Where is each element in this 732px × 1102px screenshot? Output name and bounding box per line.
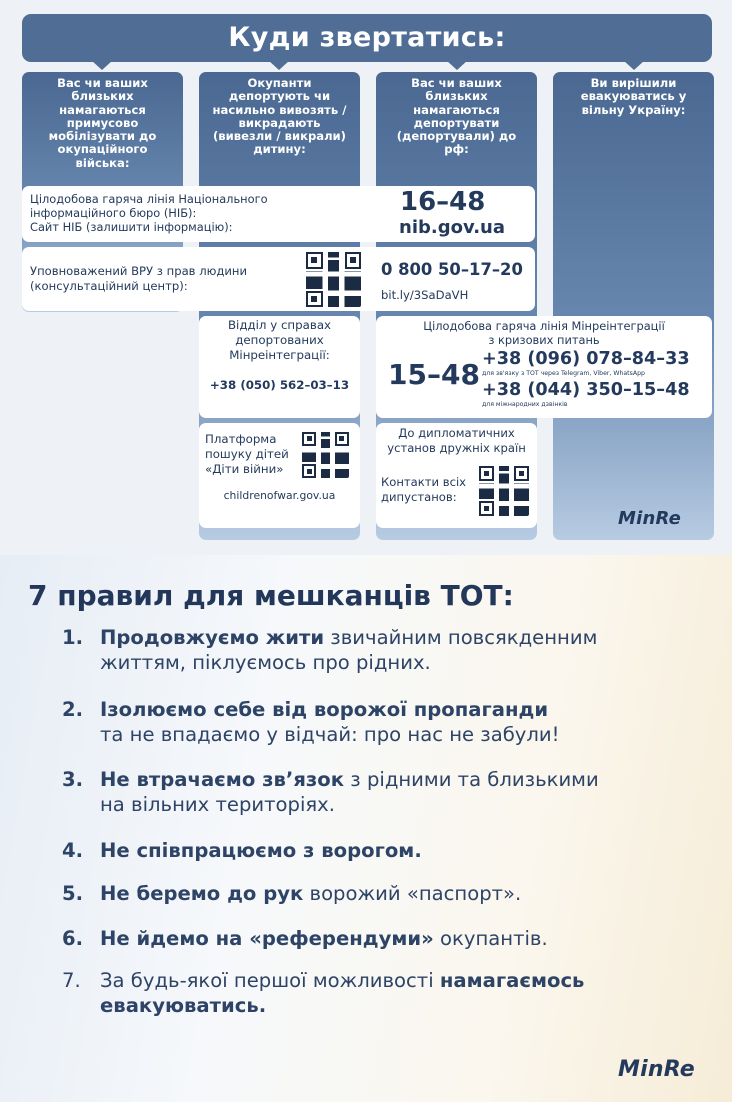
column-heading: Вас чи ваших близьких намагаються депортувати (депортували) до рф: — [396, 76, 517, 157]
diplomatic-contacts: Контакти всіх — [381, 475, 467, 489]
children-platform-line: Платформа — [205, 432, 277, 446]
rule-number: 1. — [62, 626, 84, 649]
diplomatic-contacts: дипустанов: — [381, 490, 457, 504]
banner-pointer — [446, 60, 468, 70]
rule-bold: Не втрачаємо зв’язок — [100, 768, 345, 791]
column-evacuation — [553, 72, 714, 540]
qr-code-icon[interactable] — [306, 252, 361, 307]
nib-card — [22, 186, 535, 242]
minre-hotline-note: для зв'язку з ТОТ через Telegram, Viber, WhatsApp — [482, 370, 645, 377]
rule-bold: намагаємось — [439, 969, 585, 992]
ombudsman-card — [22, 247, 535, 311]
minre-hotline-note: для міжнародних дзвінків — [482, 401, 568, 408]
rule-text: ворожий «паспорт». — [303, 882, 522, 905]
deported-dept-line: Мінреінтеграції: — [229, 348, 330, 362]
ombudsman-link[interactable]: bit.ly/3SaDaVH — [381, 288, 469, 302]
rules-title: 7 правил для мешканців ТОТ: — [28, 579, 514, 612]
children-platform-line: «Діти війни» — [205, 462, 284, 476]
rule-number: 2. — [62, 698, 84, 721]
rule-number: 3. — [62, 768, 84, 791]
deported-dept-line: депортованих — [235, 333, 324, 347]
qr-code-icon[interactable] — [479, 466, 529, 516]
minre-hotline-line: з кризових питань — [488, 333, 600, 347]
banner-pointer — [623, 60, 645, 70]
ombudsman-phone[interactable]: 0 800 50–17–20 — [381, 260, 523, 279]
rule-bold: Продовжуємо жити — [100, 626, 325, 649]
rule-text: За будь-якої першої можливості — [100, 969, 440, 992]
rule-bold: Не беремо до рук — [100, 882, 304, 905]
column-heading: Ви вирішили евакуюватись у вільну Україну: — [580, 76, 687, 117]
children-platform-link[interactable]: childrenofwar.gov.ua — [223, 489, 336, 502]
diplomatic-card — [376, 423, 537, 528]
rule-number: 4. — [62, 839, 84, 862]
minre-hotline-line: Цілодобова гаряча лінія Мінреінтеграції — [423, 319, 665, 333]
rule-number: 7. — [62, 969, 81, 992]
rule-number: 6. — [62, 927, 84, 950]
ombudsman-line: Уповноважений ВРУ з прав людини — [30, 264, 248, 278]
diplomatic-line: До дипломатичних — [398, 426, 515, 440]
minre-logo: MinRe — [618, 1057, 695, 1082]
column-heading: Вас чи ваших близьких намагаються примусово мобілізувати до окупаційного війська: — [48, 76, 157, 170]
children-platform-line: пошуку дітей — [205, 447, 289, 461]
children-of-war-card — [199, 423, 360, 528]
minre-hotline-phone[interactable]: +38 (044) 350–15–48 — [482, 380, 690, 400]
banner-pointer — [268, 60, 290, 70]
rules-section — [0, 555, 732, 1102]
minre-logo: MinRe — [618, 508, 682, 529]
minre-hotline-phone[interactable]: +38 (096) 078–84–33 — [482, 349, 690, 369]
minre-hotline-card — [376, 316, 712, 418]
nib-site-link[interactable]: nib.gov.ua — [399, 217, 506, 238]
rule-text: та не впадаємо у відчай: про нас не забули! — [100, 722, 560, 746]
diplomatic-line: установ дружніх країн — [387, 441, 526, 455]
column-heading: Окупанти депортують чи насильно вивозять / викрадають (вивезли / викрали) дитину: — [212, 76, 347, 157]
rule-bold: Не йдемо на «референдуми» — [100, 927, 434, 950]
rule-text: звичайним повсякденним — [324, 626, 598, 649]
deported-dept-card — [199, 316, 360, 418]
rule-text: окупантів. — [433, 927, 548, 950]
qr-code-icon[interactable] — [302, 432, 349, 478]
rule-bold: евакуюватись. — [100, 993, 267, 1017]
banner-pointer — [91, 60, 113, 70]
rule-number: 5. — [62, 882, 84, 905]
ombudsman-line: (консультаційний центр): — [30, 279, 188, 293]
deported-dept-line: Відділ у справах — [227, 318, 332, 332]
nib-line: інформаційного бюро (НІБ): — [30, 206, 197, 220]
nib-phone[interactable]: 16–48 — [400, 187, 486, 217]
section-title: Куди звертатись: — [22, 14, 712, 62]
minre-hotline-short[interactable]: 15–48 — [388, 358, 480, 391]
deported-dept-phone[interactable]: +38 (050) 562–03–13 — [209, 378, 350, 392]
rule-bold: Не співпрацюємо з ворогом. — [100, 839, 422, 862]
rule-text: життям, піклуємось про рідних. — [100, 650, 431, 674]
rule-bold: Ізолюємо себе від ворожої пропаганди — [100, 698, 549, 721]
rule-text: з рідними та близькими — [344, 768, 599, 791]
nib-line: Сайт НІБ (залишити інформацію): — [30, 220, 233, 234]
nib-line: Цілодобова гаряча лінія Національного — [30, 192, 268, 206]
rule-text: на вільних територіях. — [100, 792, 336, 816]
